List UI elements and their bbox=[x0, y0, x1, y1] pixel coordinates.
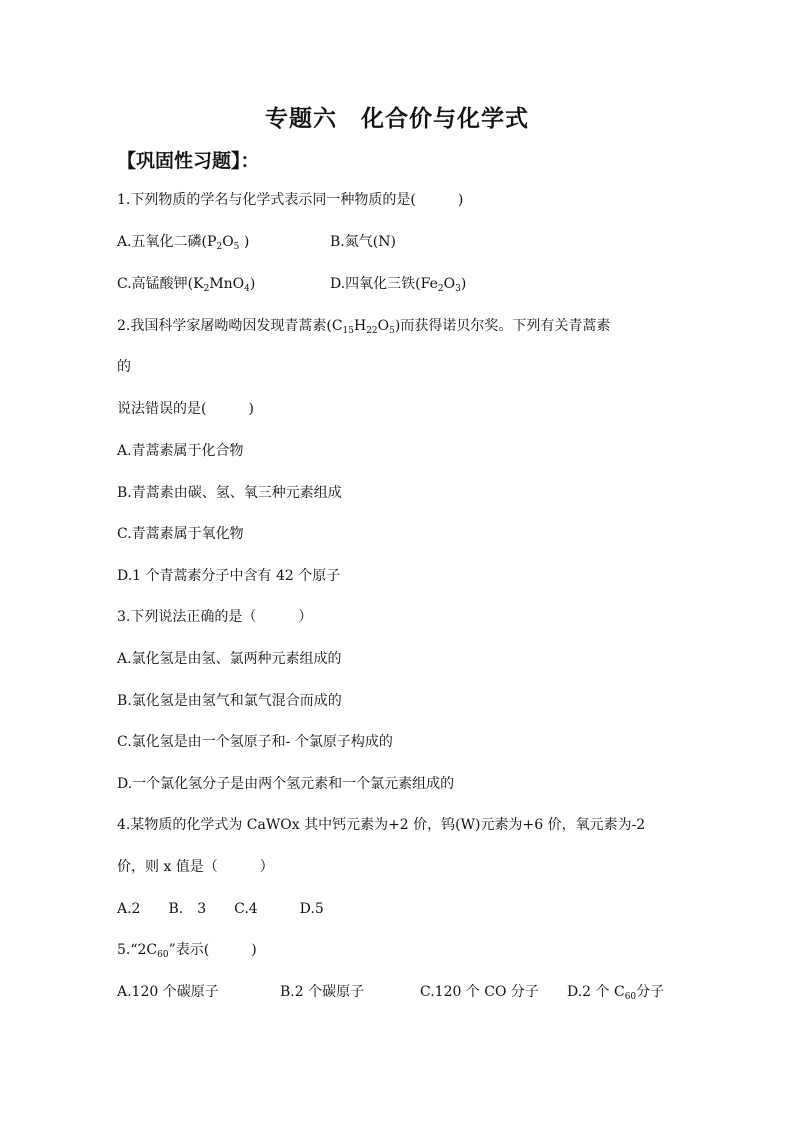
question-5-option-c: C.120 个 CO 分子 bbox=[420, 984, 539, 1000]
question-2-option-a: A.青蒿素属于化合物 bbox=[117, 443, 244, 459]
question-2-option-d: D.1 个青蒿素分子中含有 42 个原子 bbox=[117, 568, 341, 584]
question-1-option-d: D.四氧化三铁$(Fe_2O_3)$ bbox=[330, 276, 467, 294]
question-1-option-a: A.五氧化二磷($P_2O_5$ ) bbox=[117, 234, 250, 252]
question-2-option-c: C.青蒿素属于氧化物 bbox=[117, 526, 244, 542]
question-1-stem: 1.下列物质的学名与化学式表示同一种物质的是( ) bbox=[117, 192, 464, 208]
section-heading: 【巩固性习题】： bbox=[117, 150, 260, 172]
question-3-option-a: A.氯化氢是由氢、氯两种元素组成的 bbox=[117, 651, 342, 667]
question-3-option-d: D.一个氯化氢分子是由两个氢元素和一个氯元素组成的 bbox=[117, 776, 455, 792]
question-4-stem: 4.某物质的化学式为 CaWOx 其中钙元素为+2 价，钨(W)元素为+6 价，氧元素为-2 bbox=[117, 817, 646, 833]
page-title: 专题六 化合价与化学式 bbox=[265, 105, 529, 132]
question-2-option-b: B.青蒿素由碳、氢、氧三种元素组成 bbox=[117, 485, 342, 501]
question-5-option-d: D.2 个 $C_{60}$分子 bbox=[567, 984, 665, 1002]
question-3-stem: 3.下列说法正确的是（ ） bbox=[117, 609, 313, 625]
question-1-option-c: C.高锰酸钾$(K_2MnO_4)$ bbox=[117, 276, 256, 294]
question-2-stem: 2.我国科学家屠呦呦因发现青蒿素$(C_{15}H_{22}O_5)$而获得诺贝尔奖。下列有关青蒿素 bbox=[117, 318, 611, 336]
question-1-option-b: B.氮气(N) bbox=[330, 234, 396, 250]
question-5-option-a: A.120 个碳原子 bbox=[117, 984, 219, 1000]
question-2-stem-wrap: 的 bbox=[117, 359, 131, 375]
question-5-stem: $5.“2C_{60}$”表示( ) bbox=[117, 942, 257, 960]
question-3-option-c: C.氯化氢是由一个氢原子和- 个氯原子构成的 bbox=[117, 734, 393, 750]
question-2-stem-cont: 说法错误的是( ) bbox=[117, 401, 254, 417]
question-4-options: A.2 B. 3 C.4 D.5 bbox=[117, 901, 324, 917]
question-5-option-b: B.2 个碳原子 bbox=[280, 984, 365, 1000]
question-4-stem-cont: 价，则 x 值是（ ） bbox=[117, 859, 274, 875]
question-3-option-b: B.氯化氢是由氢气和氯气混合而成的 bbox=[117, 693, 342, 709]
